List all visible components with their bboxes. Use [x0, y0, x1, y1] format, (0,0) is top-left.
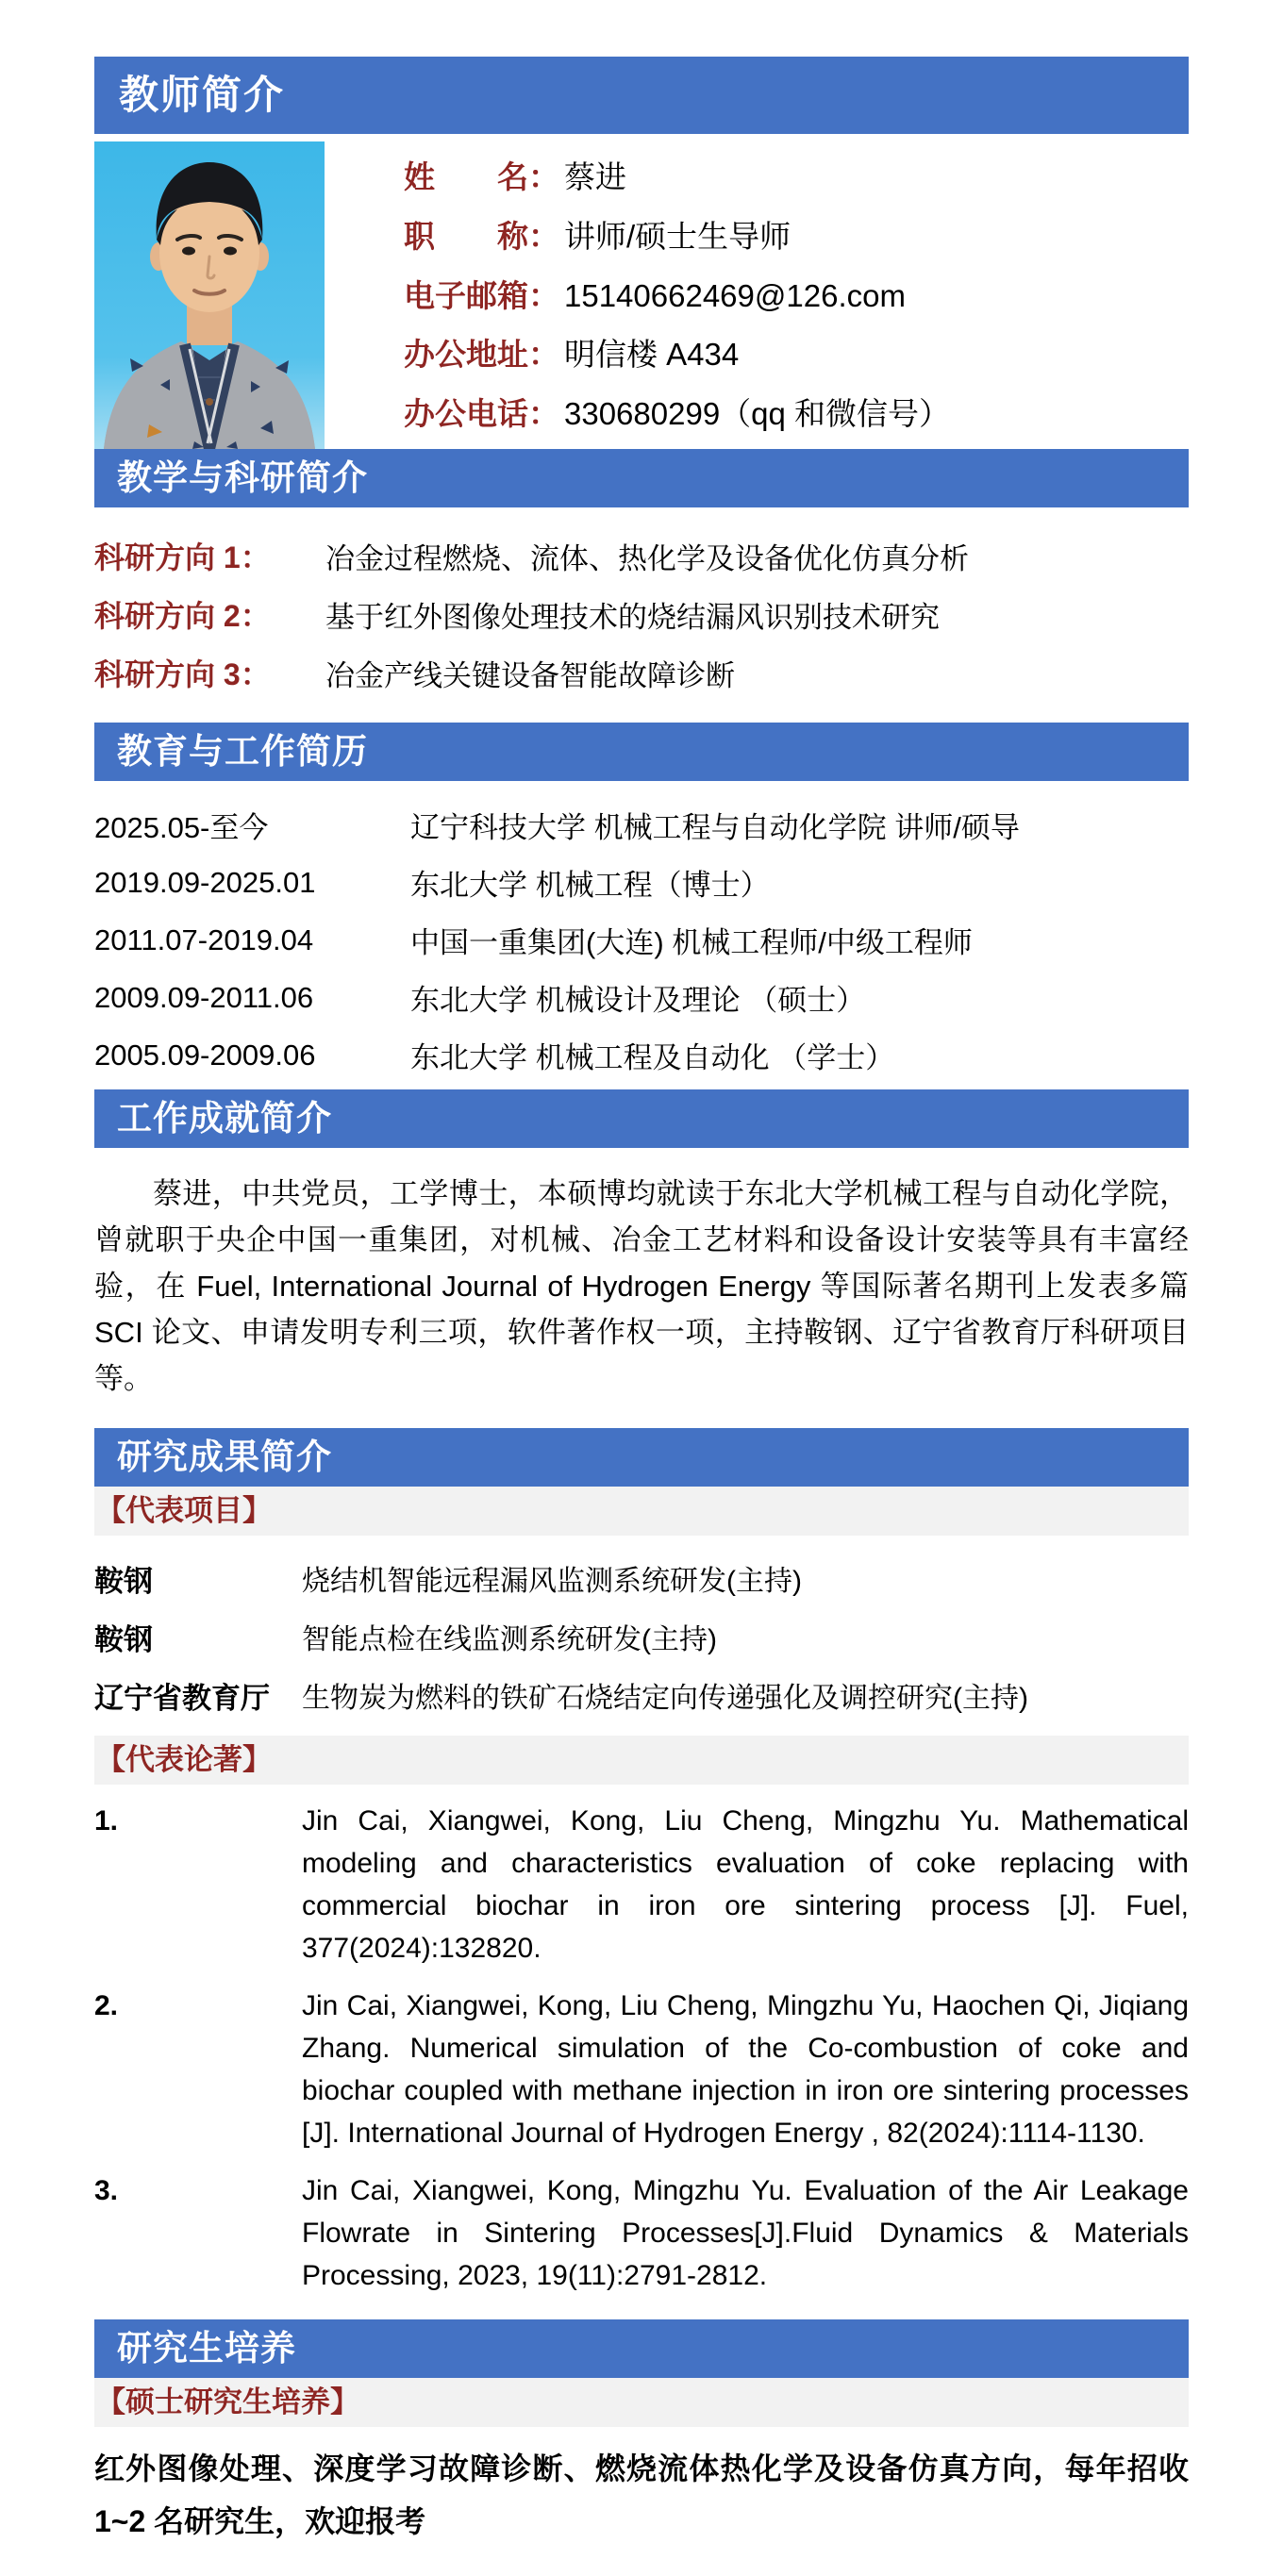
info-value: 15140662469@126.com: [564, 277, 906, 313]
education-detail: 东北大学 机械工程（博士）: [410, 869, 770, 902]
project-name: 智能点检在线监测系统研发(主持): [302, 1624, 717, 1655]
info-value: 330680299（qq 和微信号）: [564, 396, 951, 431]
education-row: [94, 854, 1189, 911]
education-period: 2009.09-2011.06: [94, 980, 314, 1014]
info-value: 明信楼 A434: [564, 337, 740, 373]
project-row: [94, 1666, 1189, 1724]
education-period: 2025.05-至今: [94, 811, 269, 844]
research-direction-row: [94, 585, 1189, 643]
education-detail: 辽宁科技大学 机械工程与自动化学院 讲师/硕导: [410, 811, 1020, 844]
project-sponsor: 辽宁省教育厅: [94, 1681, 270, 1715]
publication-citation: Jin Cai, Xiangwei, Kong, Liu Cheng, Mingzhu Yu. Mathematical modeling and characteristics evaluation of coke replacing with commercial biochar in iron ore sintering process [J]. Fuel, 377(2024):132820.: [302, 1805, 1189, 1964]
section-title: 研究生培养: [117, 2329, 296, 2368]
achievements-paragraph: 蔡进，中共党员，工学博士，本硕博均就读于东北大学机械工程与自动化学院，曾就职于央企中国一重集团，对机械、冶金工艺材料和设备设计安装等具有丰富经验，在 Fuel, International Journal of Hydrogen Energy 等国际著名期刊上发表多篇 SCI 论文、申请发明专利三项，软件著作权一项，主持鞍钢、辽宁省教育厅科研项目等。: [94, 1177, 1189, 1395]
info-label: 电子邮箱：: [404, 277, 559, 313]
education-period: 2005.09-2009.06: [94, 1038, 316, 1072]
education-detail: 东北大学 机械设计及理论 （硕士）: [410, 984, 866, 1017]
graduate-recruiting-text: 红外图像处理、深度学习故障诊断、燃烧流体热化学及设备仿真方向，每年招收 1~2 名研究生，欢迎报考: [94, 2451, 1189, 2538]
info-value: 讲师/硕士生导师: [564, 218, 791, 254]
publication-number: 1.: [94, 1805, 119, 1836]
info-row-office-phone: [404, 390, 1189, 434]
subsection-header-masters-training: 【硕士研究生培养】: [94, 2378, 1189, 2427]
portrait-photo-graphic: [94, 141, 325, 449]
info-value: 蔡进: [564, 159, 626, 194]
section-title: 教育与工作简历: [117, 732, 368, 771]
section-bar-achievements: [94, 1089, 1189, 1148]
subsection-header-projects: 【代表项目】: [94, 1487, 1189, 1536]
direction-label: 科研方向 1：: [94, 540, 271, 574]
education-period: 2011.07-2019.04: [94, 922, 314, 956]
info-row-office-address: [404, 330, 1189, 374]
direction-text: 冶金产线关键设备智能故障诊断: [325, 658, 735, 692]
person-eyes: [182, 247, 195, 256]
publication-item: [94, 2169, 1189, 2297]
info-row-name: [404, 153, 1189, 197]
profile-photo: [94, 141, 325, 449]
projects-list: [94, 1536, 1189, 1736]
publication-item: [94, 1800, 1189, 1969]
section-bar-teaching-research: [94, 449, 1189, 507]
direction-label: 科研方向 2：: [94, 599, 271, 633]
education-period: 2019.09-2025.01: [94, 865, 316, 899]
project-sponsor: 鞍钢: [94, 1564, 153, 1598]
project-row: [94, 1607, 1189, 1666]
info-row-title: [404, 212, 1189, 257]
info-row-email: [404, 272, 1189, 316]
section-bar-graduate-training: [94, 2319, 1189, 2378]
publication-item: [94, 1985, 1189, 2154]
profile-info-list: [404, 141, 1189, 449]
research-directions: [94, 507, 1189, 723]
info-label: 办公地址：: [404, 337, 559, 373]
publication-citation: Jin Cai, Xiangwei, Kong, Mingzhu Yu. Evaluation of the Air Leakage Flowrate in Sintering Processes[J].Fluid Dynamics & Materials Processing, 2023, 19(11):2791-2812.: [302, 2175, 1189, 2291]
direction-label: 科研方向 3：: [94, 657, 271, 691]
education-history-list: [94, 781, 1189, 1089]
info-label: 办公电话：: [404, 396, 559, 431]
publication-number: 3.: [94, 2175, 119, 2206]
publication-number: 2.: [94, 1990, 119, 2021]
education-detail: 东北大学 机械工程及自动化 （学士）: [410, 1041, 895, 1074]
subsection-header-publications: 【代表论著】: [94, 1736, 1189, 1785]
education-row: [94, 1026, 1189, 1084]
section-title: 工作成就简介: [117, 1099, 332, 1138]
section-bar-teacher-intro: [94, 57, 1189, 134]
info-label: 姓 名：: [404, 159, 559, 194]
section-title: 教师简介: [119, 73, 286, 117]
section-title: 教学与科研简介: [117, 458, 368, 497]
direction-text: 冶金过程燃烧、流体、热化学及设备优化仿真分析: [325, 541, 969, 575]
section-bar-research-results: [94, 1428, 1189, 1487]
profile-block: [94, 141, 1189, 449]
project-sponsor: 鞍钢: [94, 1622, 153, 1656]
project-name: 生物炭为燃料的铁矿石烧结定向传递强化及调控研究(主持): [302, 1683, 1028, 1714]
project-row: [94, 1549, 1189, 1607]
project-name: 烧结机智能远程漏风监测系统研发(主持): [302, 1566, 802, 1597]
education-row: [94, 911, 1189, 969]
education-row: [94, 969, 1189, 1026]
direction-text: 基于红外图像处理技术的烧结漏风识别技术研究: [325, 600, 940, 634]
section-title: 研究成果简介: [117, 1438, 332, 1476]
publication-citation: Jin Cai, Xiangwei, Kong, Liu Cheng, Mingzhu Yu, Haochen Qi, Jiqiang Zhang. Numerical simulation of the Co-combustion of coke and biochar coupled with methane injection in iron ore sintering processes [J]. International Journal of Hydrogen Energy , 82(2024):1114-1130.: [302, 1990, 1189, 2149]
education-detail: 中国一重集团(大连) 机械工程师/中级工程师: [410, 926, 973, 959]
info-label: 职 称：: [404, 218, 559, 254]
publications-list: [94, 1785, 1189, 2319]
education-row: [94, 796, 1189, 854]
section-bar-education-work: [94, 723, 1189, 781]
research-direction-row: [94, 526, 1189, 585]
research-direction-row: [94, 643, 1189, 702]
